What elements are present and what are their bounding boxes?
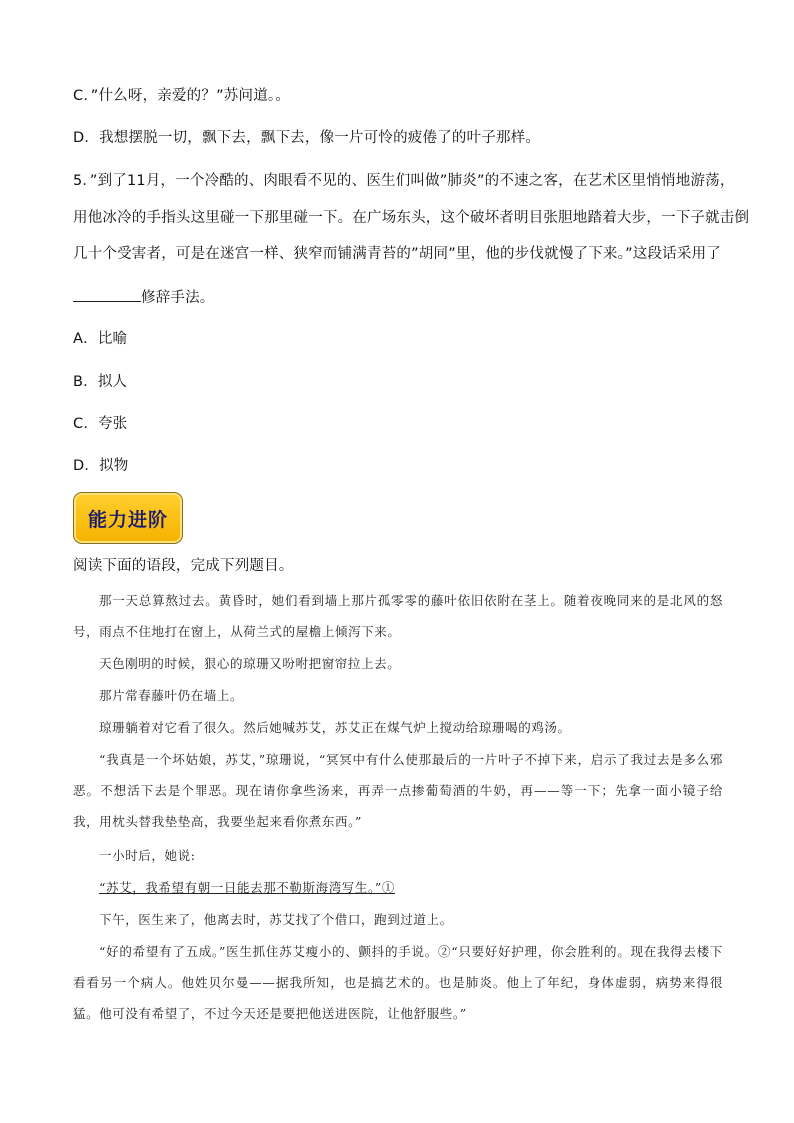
passage-paragraph-7: [73, 872, 723, 903]
q4-option-d: D．我想摆脱一切，飘下去，飘下去，像一片可怜的疲倦了的叶子那样。: [73, 130, 541, 146]
q5-stem-line-2: 用他冰冷的手指头这里碰一下那里碰一下。在广场东头，这个破坏者明目张胆地踏着大步，一下子就击倒: [73, 210, 750, 226]
section-instruction: 阅读下面的语段，完成下列题目。: [73, 558, 294, 574]
q5-stem-line-1: 5．”到了11月，一个冷酷的、肉眼看不见的、医生们叫做”肺炎”的不速之客，在艺术区里悄悄地游荡，: [73, 173, 735, 189]
q5-option-a: A．比喻: [73, 331, 128, 347]
passage-paragraph-8: 下午，医生来了，他离去时，苏艾找了个借口，跑到过道上。: [99, 912, 453, 927]
q5-stem-line-3: 几十个受害者，可是在迷宫一样、狭窄而铺满青苔的”胡同”里，他的步伐就慢了下来。”这段话采用了: [73, 246, 721, 262]
underlined-sentence-1: “苏艾，我希望有朝一日能去那不勒斯海湾写生。”①: [99, 880, 395, 895]
passage-paragraph-9: “好的希望有了五成。”医生抓住苏艾瘦小的、颤抖的手说。②“只要好好护理，你会胜利的。现在我得去楼下看看另一个病人。他姓贝尔曼——据我所知，也是搞艺术的。也是肺炎。他上了年纪，身体虚弱，病势来得很猛。他可没有希望了，不过今天还是要把他送进医院，让他舒服些。”: [73, 944, 723, 1021]
q4-option-c: C．”什么呀，亲爱的？”苏问道。。: [73, 88, 291, 104]
passage-paragraph-5: “我真是一个坏姑娘，苏艾，”琼珊说，“冥冥中有什么使那最后的一片叶子不掉下来，启示了我过去是多么邪恶。不想活下去是个罪恶。现在请你拿些汤来，再弄一点掺葡萄酒的牛奶，再——等一下；先拿一面小镜子给我，用枕头替我垫垫高，我要坐起来看你煮东西。”: [73, 752, 723, 829]
q5-option-b: B．拟人: [73, 374, 128, 390]
q5-option-d: D．拟物: [73, 458, 129, 474]
section-badge-label: 能力进阶: [87, 508, 168, 531]
passage-paragraph-6: 一小时后，她说:: [99, 848, 196, 863]
q5-stem-line-4: [73, 287, 215, 308]
answer-blank[interactable]: [73, 287, 141, 302]
q5-option-c: C．夸张: [73, 416, 128, 432]
q5-stem-tail: 修辞手法。: [141, 290, 215, 306]
passage-paragraph-3: 那片常春藤叶仍在墙上。: [99, 688, 244, 703]
passage-paragraph-2: 天色刚明的时候，狠心的琼珊又吩咐把窗帘拉上去。: [99, 656, 401, 671]
section-badge: [73, 492, 183, 544]
passage-paragraph-1: 那一天总算熬过去。黄昏时，她们看到墙上那片孤零零的藤叶依旧依附在茎上。随着夜晚同来的是北风的怒号，雨点不住地打在窗上，从荷兰式的屋檐上倾泻下来。: [73, 593, 723, 639]
passage-paragraph-4: 琼珊躺着对它看了很久。然后她喊苏艾，苏艾正在煤气炉上搅动给琼珊喝的鸡汤。: [99, 720, 571, 735]
